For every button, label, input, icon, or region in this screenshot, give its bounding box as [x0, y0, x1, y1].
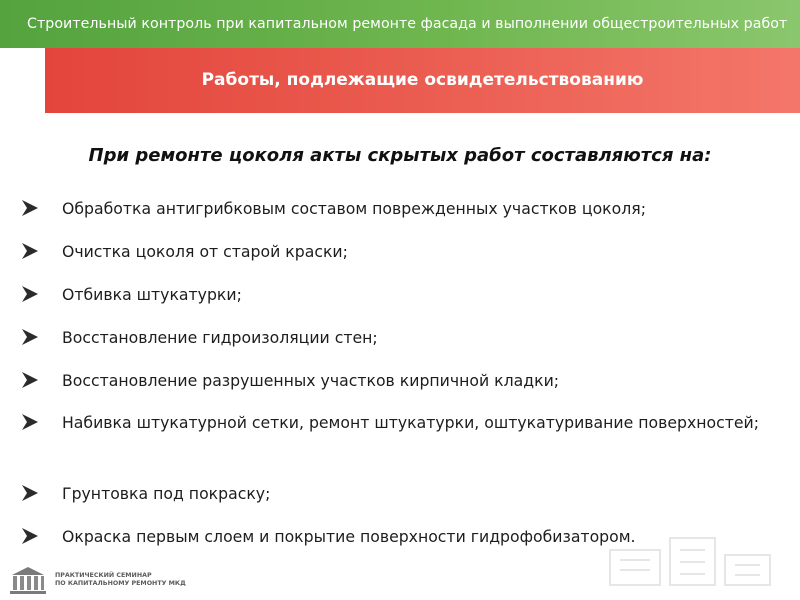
arrowhead-bullet-icon: [20, 328, 40, 346]
list-item-text: Обработка антигрибковым составом поврежденных участков цоколя;: [62, 199, 646, 218]
arrowhead-bullet-icon: [20, 242, 40, 260]
list-item-text: Восстановление разрушенных участков кирпичной кладки;: [62, 371, 560, 390]
arrowhead-bullet-icon: [20, 199, 40, 217]
list-item: [62, 481, 790, 506]
arrowhead-bullet-icon: [20, 527, 40, 545]
list-item-text: Очистка цоколя от старой краски;: [62, 242, 348, 261]
list-item: [62, 239, 790, 264]
list-item-text: Восстановление гидроизоляции стен;: [62, 328, 378, 347]
list-item: [62, 368, 790, 393]
list-item-text: Набивка штукатурной сетки, ремонт штукатурки, оштукатуривание поверхностей;: [62, 413, 759, 432]
arrowhead-bullet-icon: [20, 484, 40, 502]
arrowhead-bullet-icon: [20, 413, 40, 431]
section-title: Работы, подлежащие освидетельствованию: [201, 70, 644, 90]
list-heading: При ремонте цоколя акты скрытых работ составляются на:: [88, 145, 712, 166]
footer-line-2: ПО КАПИТАЛЬНОМУ РЕМОНТУ МКД: [55, 580, 186, 587]
list-item-text: Отбивка штукатурки;: [62, 285, 242, 304]
list-item-text: Окраска первым слоем и покрытие поверхности гидрофобизатором.: [62, 527, 636, 546]
list-item: [62, 282, 790, 307]
building-watermark-icon: [600, 530, 780, 590]
banner-title: Строительный контроль при капитальном ремонте фасада и выполнении общестроительных работ: [27, 16, 788, 32]
list-item: [62, 196, 790, 221]
footer-seminar-text: [55, 572, 186, 588]
list-item-text: Грунтовка под покраску;: [62, 484, 271, 503]
list-item: [62, 410, 790, 435]
footer-line-1: ПРАКТИЧЕСКИЙ СЕМИНАР: [55, 572, 152, 579]
arrowhead-bullet-icon: [20, 285, 40, 303]
list-item: [62, 325, 790, 350]
building-logo-icon: [8, 565, 48, 595]
arrowhead-bullet-icon: [20, 371, 40, 389]
